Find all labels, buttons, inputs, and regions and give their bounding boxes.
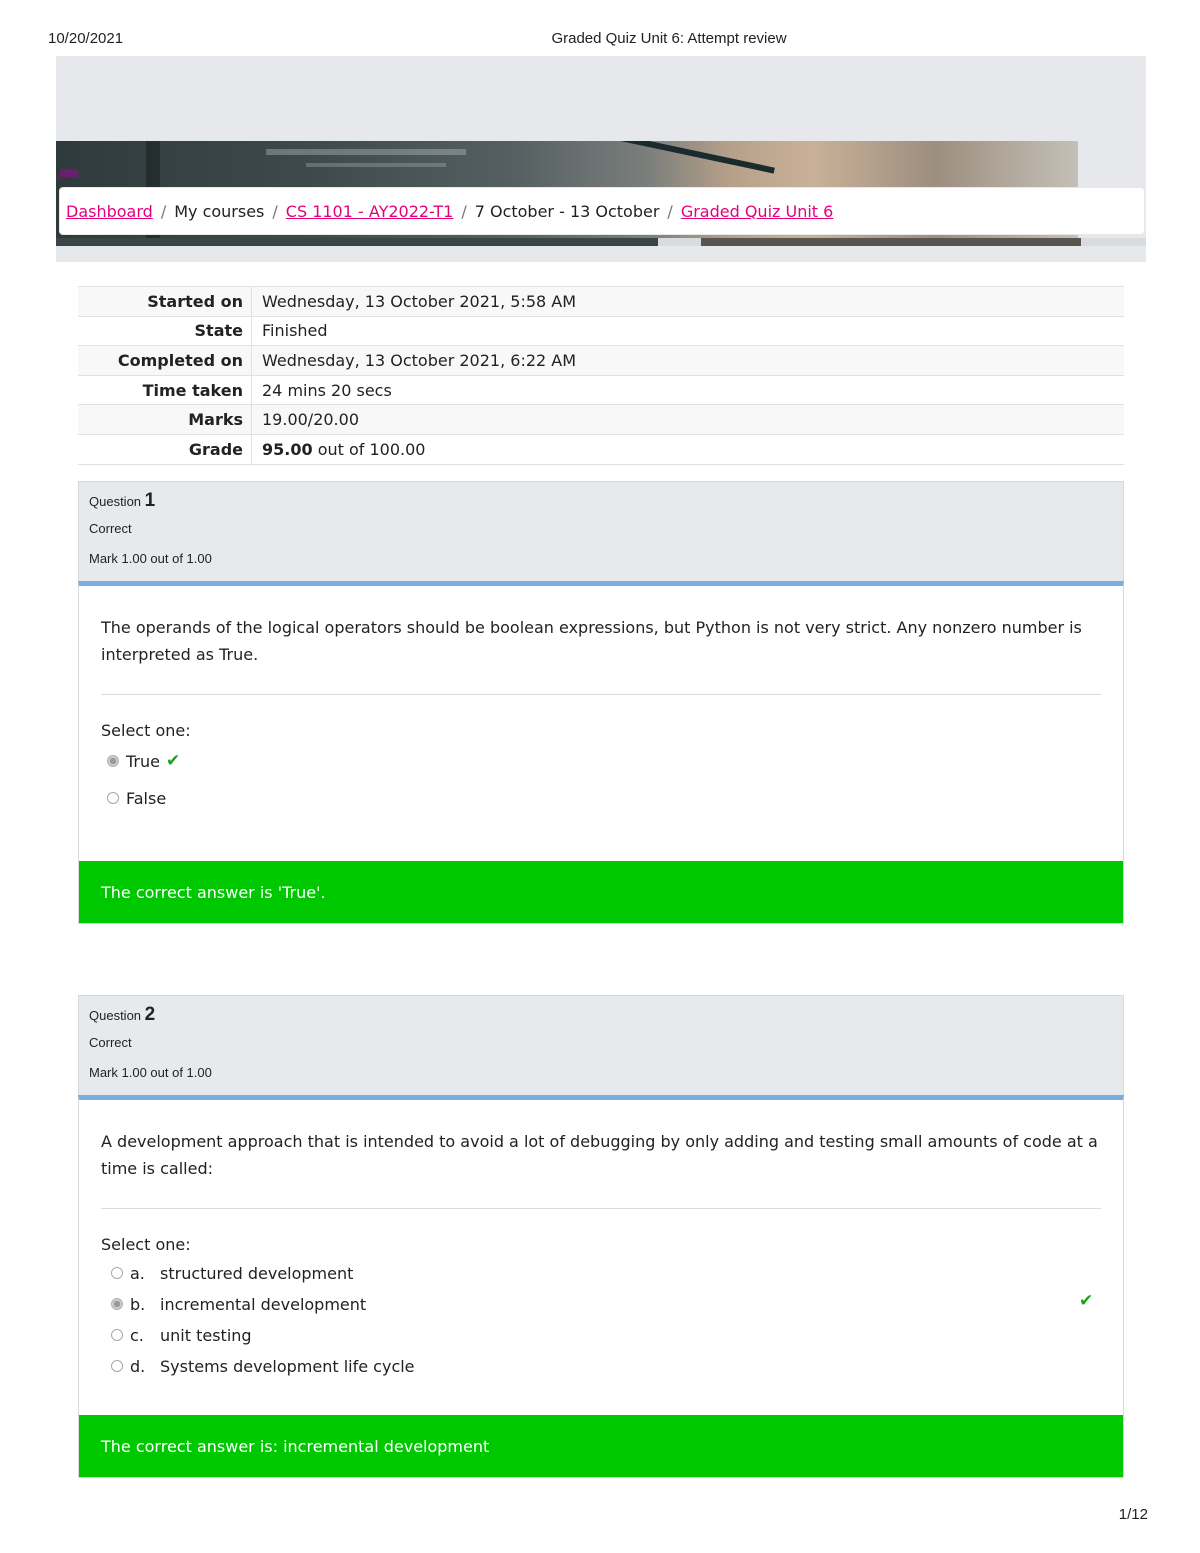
question-number-value: 2 (144, 1004, 156, 1025)
option-label: False (126, 788, 167, 808)
breadcrumb (60, 188, 1144, 234)
breadcrumb-course-link[interactable]: CS 1101 - AY2022-T1 (285, 201, 454, 221)
option-label: Systems development life cycle (160, 1356, 415, 1376)
correct-answer-feedback: The correct answer is 'True'. (79, 861, 1123, 923)
radio-button[interactable] (111, 1360, 123, 1372)
radio-button[interactable] (111, 1267, 123, 1279)
answer-option-b[interactable] (111, 1292, 1123, 1316)
summary-row (78, 287, 1124, 317)
correct-answer-feedback: The correct answer is: incremental development (79, 1415, 1123, 1477)
grade-value-cell (252, 434, 1125, 464)
summary-value: Wednesday, 13 October 2021, 6:22 AM (262, 350, 577, 370)
grade-label: Grade (78, 434, 252, 464)
breadcrumb-quiz-link[interactable]: Graded Quiz Unit 6 (680, 201, 834, 221)
question-label: Question (89, 494, 142, 509)
question-info (78, 995, 1124, 1095)
question-1 (78, 481, 1124, 924)
option-label: True (126, 751, 160, 771)
print-date: 10/20/2021 (48, 30, 124, 47)
radio-button[interactable] (111, 1329, 123, 1341)
breadcrumb-separator: / (461, 201, 467, 221)
question-content (78, 581, 1124, 924)
summary-label: Completed on (78, 346, 252, 376)
option-letter: a. (130, 1263, 145, 1283)
breadcrumb-dashboard-link[interactable]: Dashboard (66, 201, 153, 221)
answer-option-c[interactable] (111, 1323, 1123, 1347)
summary-label: Started on (78, 287, 252, 317)
breadcrumb-separator: / (667, 201, 673, 221)
question-text: The operands of the logical operators should be boolean expressions, but Python is not very strict. Any nonzero number is interpreted as True. (101, 618, 1082, 664)
radio-button[interactable] (107, 792, 119, 804)
summary-label: Time taken (78, 375, 252, 405)
option-letter: b. (130, 1294, 146, 1314)
option-label: incremental development (160, 1294, 367, 1314)
option-label: unit testing (160, 1325, 252, 1345)
question-mark: Mark 1.00 out of 1.00 (89, 551, 212, 566)
summary-label: Marks (78, 405, 252, 435)
question-number-value: 1 (144, 490, 156, 511)
summary-row (78, 346, 1124, 376)
question-number (89, 490, 1113, 512)
question-content (78, 1095, 1124, 1478)
summary-row-grade (78, 434, 1124, 464)
banner-strip (56, 238, 1146, 246)
answer-option-true[interactable] (107, 749, 1123, 773)
grade-suffix: out of 100.00 (317, 439, 426, 459)
attempt-summary-table (78, 286, 1124, 465)
question-status: Correct (89, 1035, 132, 1050)
summary-row (78, 375, 1124, 405)
question-mark: Mark 1.00 out of 1.00 (89, 1065, 212, 1080)
breadcrumb-separator: / (272, 201, 278, 221)
summary-value: Wednesday, 13 October 2021, 5:58 AM (262, 291, 577, 311)
answer-option-false[interactable] (107, 786, 1123, 810)
question-number (89, 1004, 1113, 1026)
breadcrumb-my-courses: My courses (174, 201, 265, 221)
check-icon: ✔ (1079, 1291, 1094, 1311)
summary-value: 19.00/20.00 (262, 410, 359, 430)
select-one-prompt: Select one: (101, 1235, 191, 1254)
question-2 (78, 995, 1124, 1478)
radio-button[interactable] (107, 755, 119, 767)
question-status: Correct (89, 521, 132, 536)
select-one-prompt: Select one: (101, 721, 191, 740)
answer-option-a[interactable] (111, 1261, 1123, 1285)
question-label: Question (89, 1008, 142, 1023)
radio-button[interactable] (111, 1298, 123, 1310)
summary-row (78, 316, 1124, 346)
grade-value: 95.00 (262, 439, 313, 459)
answer-option-d[interactable] (111, 1354, 1123, 1378)
summary-row (78, 405, 1124, 435)
question-info (78, 481, 1124, 581)
option-letter: c. (130, 1325, 144, 1345)
breadcrumb-separator: / (160, 201, 167, 221)
summary-label: State (78, 316, 252, 346)
print-header (0, 30, 1200, 50)
check-icon: ✔ (165, 751, 181, 771)
summary-value: Finished (262, 321, 328, 341)
option-letter: d. (130, 1356, 146, 1376)
page-number: 1/12 (1118, 1506, 1148, 1523)
question-text: A development approach that is intended to avoid a lot of debugging by only adding and testing small amounts of code at a time is called: (101, 1132, 1098, 1178)
summary-value: 24 mins 20 secs (262, 380, 392, 400)
breadcrumb-week: 7 October - 13 October (474, 201, 660, 221)
print-title: Graded Quiz Unit 6: Attempt review (551, 30, 787, 47)
option-label: structured development (160, 1263, 354, 1283)
